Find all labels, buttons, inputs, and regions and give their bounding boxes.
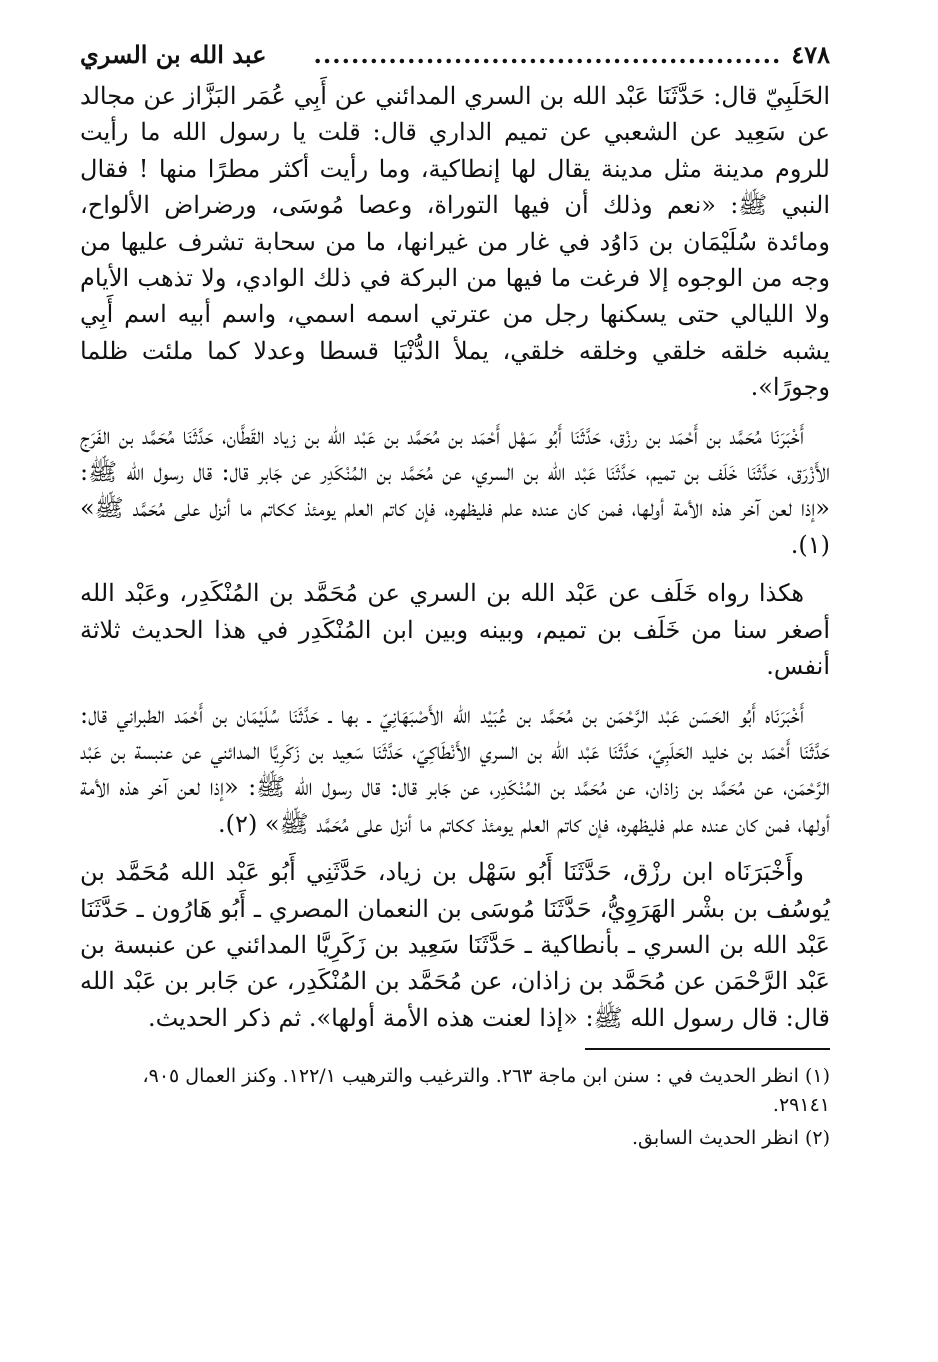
paragraph: وأَخْبَرَنَاه ابن رزْق، حَدَّثَنَا أَبُو سَهْل بن زياد، حَدَّثَنِي أَبُو عَبْد الله مُحَمَّد بن يُوسُف بن بشْر الهَرَوِيُّ، حَدَّثَنَا مُوسَى بن النعمان المصري ـ أَبُو هَارُون ـ حَدَّثَنَا عَبْد الله بن السري ـ بأنطاكية ـ حَدَّثَنَا سَعِيد بن زَكَرِيَّا المدائني عن عنبسة بن عَبْد الرَّحْمَن عن مُحَمَّد بن زاذان، عن مُحَمَّد بن المُنْكَدِر، عن جَابر بن عَبْد الله قال: قال رسول الله ﷺ: «إذا لعنت هذه الأمة أولها». ثم ذكر الحديث. — [80, 858, 831, 1032]
paragraph: هكذا رواه خَلَف عن عَبْد الله بن السري عن مُحَمَّد بن المُنْكَدِر، وعَبْد الله أصغر سنا من خَلَف بن تميم، وبينه وبين ابن المُنْكَدِر في هذا الحديث ثلاثة أنفس. — [80, 579, 830, 681]
leader-dots: .................................................. — [313, 40, 782, 69]
paragraph: الحَلَبِيّ قال: حَدَّثَنَا عَبْد الله بن السري المدائني عن أَبِي عُمَر البَزَّاز عن مجالد عن سَعِيد عن الشعبي عن تميم الداري قال: قلت يا رسول الله ما رأيت للروم مدينة مثل مدينة يقال لها إنطاكية، وما رأيت أكثر مطرًا منها ! فقال النبي ﷺ: «نعم وذلك أن فيها التوراة، وعصا مُوسَى، ورضراض الألواح، ومائدة سُلَيْمَان بن دَاوُد في غار من غيرانها، ما من سحابة تشرف عليها من وجه من الوجوه إلا فرغت ما فيها من البركة في ذلك الوادي، ولا تذهب الأيام ولا الليالي حتى يسكنها رجل من عترتي اسمه اسمي، واسم أبيه اسم أَبِي يشبه خلقه خلقي وخلقه خلقي، يملأ الدُّنْيَا قسطا وعدلا كما ملئت ظلما وجورًا». — [80, 82, 830, 402]
footnote-item: (١) انظر الحديث في : سنن ابن ماجة ٢٦٣. والترغيب والترهيب ١٢٢/١. وكنز العمال ٩٠٥، ٢٩١٤١. — [142, 1065, 830, 1117]
running-title: عبد الله بن السري — [80, 40, 267, 69]
page-number: ٤٧٨ — [791, 40, 830, 69]
main-text — [80, 78, 830, 1036]
page-header — [80, 32, 830, 78]
footnote-divider — [585, 1048, 830, 1050]
paragraph: أَخْبَرَنَا مُحَمَّد بن أَحْمَد بن رزْق، حَدَّثَنَا أَبُو سَهْل أَحْمَد بن مُحَمَّد بن عَبْد الله بن زياد القَطَّان، حَدَّثَنَا مُحَمَّد بن الفَرَج الأَزْرَق، حَدَّثَنَا خَلَف بن تميم، حَدَّثَنَا عَبْد الله بن السري، عن مُحَمَّد بن المُنْكَدِر عن جَابر قال: قال رسول الله ﷺ: «إذا لعن آخر هذه الأمة أولها، فمن كان عنده علم فليظهره، فإن كاتم العلم يومئذ ككاتم ما أنزل على مُحَمَّد ﷺ» (١). — [80, 421, 830, 559]
footnote-item: (٢) انظر الحديث السابق. — [631, 1127, 830, 1150]
footnotes — [80, 1062, 830, 1153]
paragraph: أَخْبَرَنَاه أَبُو الحَسَن عَبْد الرَّحْمَن بن مُحَمَّد بن عُبَيْد الله الأَصْبَهَانِيّ ـ بها ـ حَدَّثَنَا سُلَيْمَان بن أَحْمَد الطبراني قال: حَدَّثَنَا أَحْمَد بن خليد الحَلَبِيّ، حَدَّثَنَا عَبْد الله بن السري الأَنْطَاكِيّ، حَدَّثَنَا سَعِيد بن زَكَرِيَّا المدائني عن عنبسة بن عَبْد الرَّحْمَن، عن مُحَمَّد بن زاذان، عن مُحَمَّد بن المُنْكَدِر، عن جَابر قال: قال رسول الله ﷺ: «إذا لعن آخر هذه الأمة أولها، فمن كان عنده علم فليظهره، فإن كاتم العلم يومئذ ككاتم ما أنزل على مُحَمَّد ﷺ» (٢). — [80, 700, 830, 838]
